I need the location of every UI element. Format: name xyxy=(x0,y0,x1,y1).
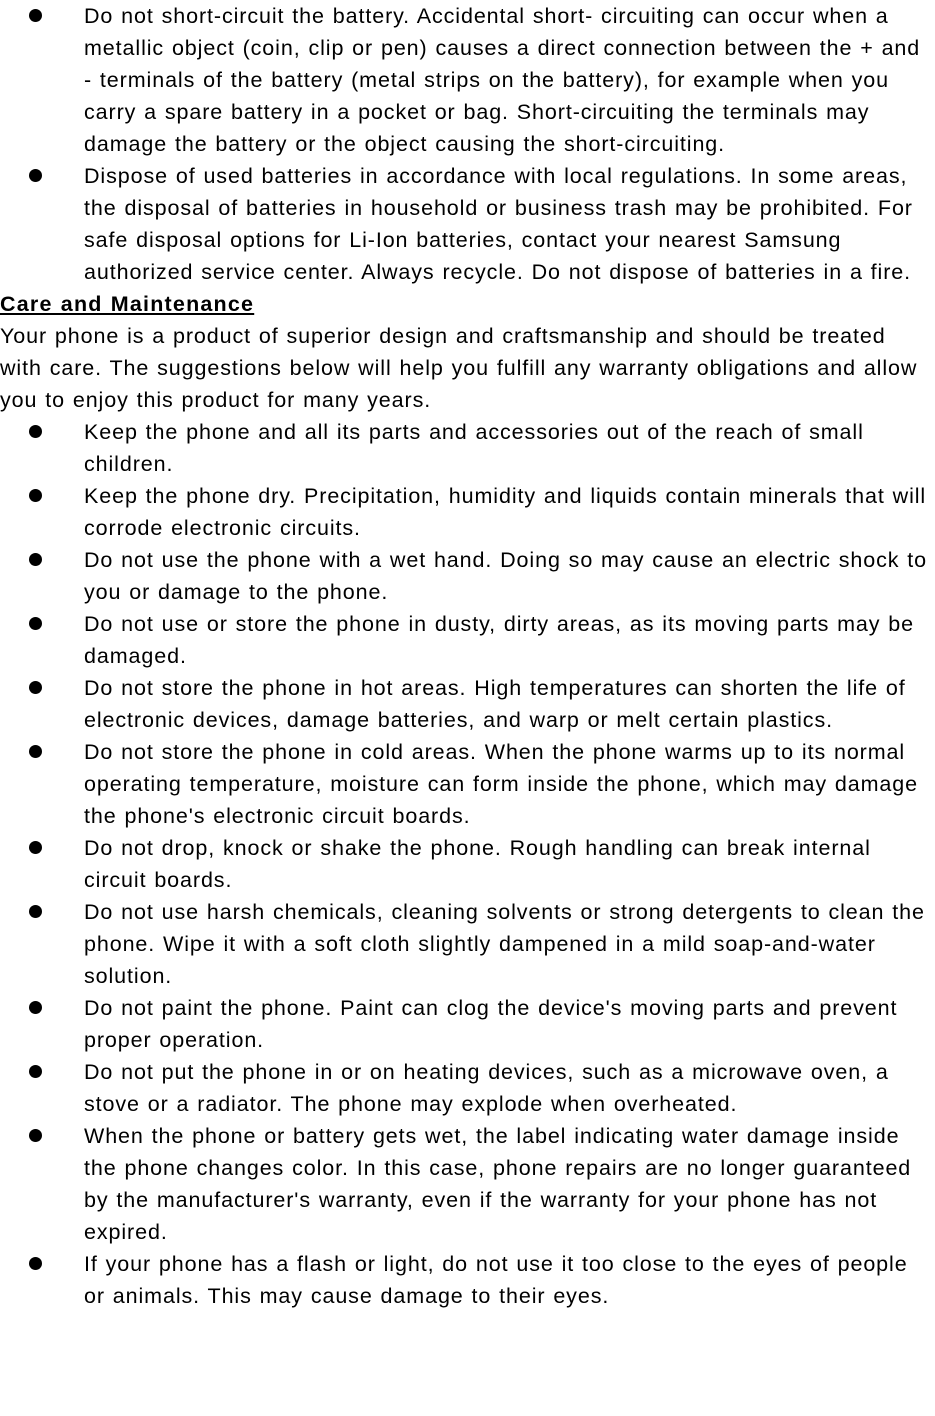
bullet-icon xyxy=(29,1129,42,1142)
bullet-icon xyxy=(29,617,42,630)
battery-safety-list xyxy=(0,0,935,288)
bullet-icon xyxy=(29,9,42,22)
bullet-icon xyxy=(29,425,42,438)
list-item xyxy=(0,992,935,1056)
bullet-icon xyxy=(29,169,42,182)
list-item-text: Keep the phone dry. Precipitation, humidity and liquids contain minerals that will corrode electronic circuits. xyxy=(84,484,927,540)
section-intro: Your phone is a product of superior design and craftsmanship and should be treated with care. The suggestions below will help you fulfill any warranty obligations and allow you to enjoy this product for many years. xyxy=(0,324,918,412)
bullet-icon xyxy=(29,841,42,854)
list-item xyxy=(0,480,935,544)
list-item xyxy=(0,544,935,608)
list-item-text: Do not use the phone with a wet hand. Doing so may cause an electric shock to you or damage to the phone. xyxy=(84,548,928,604)
list-item xyxy=(0,672,935,736)
list-item xyxy=(0,1120,935,1248)
list-item xyxy=(0,160,935,288)
list-item-text: Do not store the phone in hot areas. High temperatures can shorten the life of electronic devices, damage batteries, and warp or melt certain plastics. xyxy=(84,676,906,732)
bullet-icon xyxy=(29,1001,42,1014)
list-item xyxy=(0,608,935,672)
list-item xyxy=(0,416,935,480)
bullet-icon xyxy=(29,745,42,758)
bullet-icon xyxy=(29,553,42,566)
bullet-icon xyxy=(29,489,42,502)
bullet-icon xyxy=(29,681,42,694)
section-heading: Care and Maintenance xyxy=(0,292,255,316)
list-item-text: Do not use or store the phone in dusty, dirty areas, as its moving parts may be damaged. xyxy=(84,612,915,668)
bullet-icon xyxy=(29,1257,42,1270)
bullet-icon xyxy=(29,1065,42,1078)
list-item xyxy=(0,0,935,160)
list-item-text: Do not use harsh chemicals, cleaning solvents or strong detergents to clean the phone. Wipe it with a soft cloth slightly dampened in a mild soap-and-water solution. xyxy=(84,900,925,988)
list-item-text: Do not short-circuit the battery. Accidental short- circuiting can occur when a metallic object (coin, clip or pen) causes a direct connection between the + and - terminals of the battery (metal strips on the battery), for example when you carry a spare battery in a pocket or bag. Short-circuiting the terminals may damage the battery or the object causing the short-circuiting. xyxy=(84,4,921,156)
list-item-text: Do not paint the phone. Paint can clog the device's moving parts and prevent proper operation. xyxy=(84,996,898,1052)
list-item xyxy=(0,1248,935,1312)
list-item-text: Do not drop, knock or shake the phone. Rough handling can break internal circuit boards. xyxy=(84,836,871,892)
list-item xyxy=(0,736,935,832)
care-list xyxy=(0,416,935,1312)
list-item-text: Keep the phone and all its parts and accessories out of the reach of small children. xyxy=(84,420,864,476)
list-item-text: If your phone has a flash or light, do not use it too close to the eyes of people or animals. This may cause damage to their eyes. xyxy=(84,1252,908,1308)
list-item-text: Do not put the phone in or on heating devices, such as a microwave oven, a stove or a radiator. The phone may explode when overheated. xyxy=(84,1060,889,1116)
list-item-text: Dispose of used batteries in accordance with local regulations. In some areas, the disposal of batteries in household or business trash may be prohibited. For safe disposal options for Li-Ion batteries, contact your nearest Samsung authorized service center. Always recycle. Do not dispose of batteries in a fire. xyxy=(84,164,913,284)
list-item-text: When the phone or battery gets wet, the label indicating water damage inside the phone changes color. In this case, phone repairs are no longer guaranteed by the manufacturer's warranty, even if the warranty for your phone has not expired. xyxy=(84,1124,912,1244)
list-item-text: Do not store the phone in cold areas. When the phone warms up to its normal operating temperature, moisture can form inside the phone, which may damage the phone's electronic circuit boards. xyxy=(84,740,918,828)
list-item xyxy=(0,1056,935,1120)
list-item xyxy=(0,896,935,992)
list-item xyxy=(0,832,935,896)
bullet-icon xyxy=(29,905,42,918)
